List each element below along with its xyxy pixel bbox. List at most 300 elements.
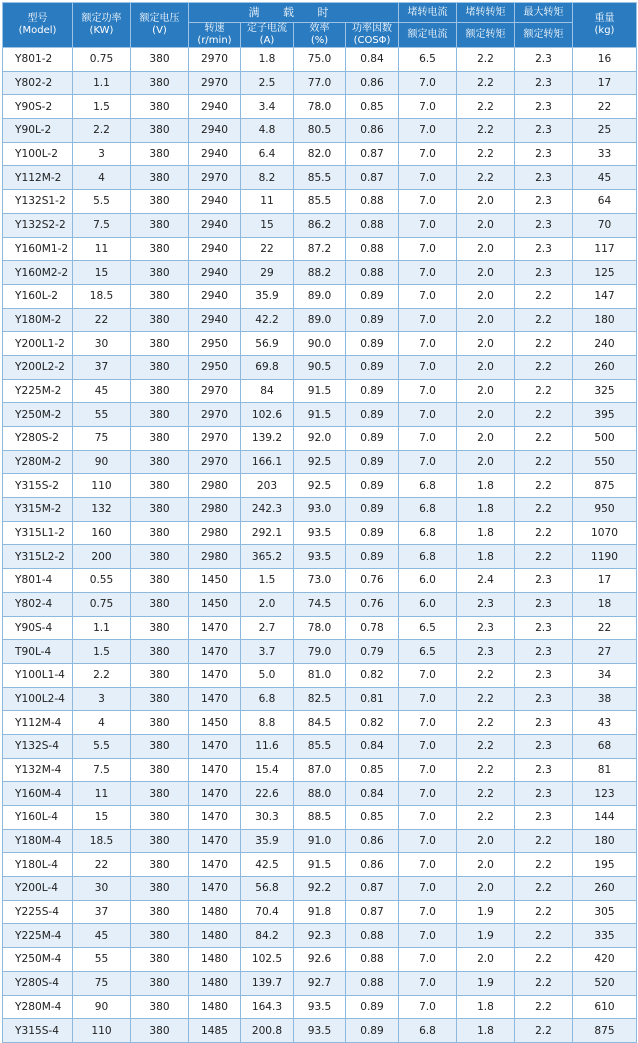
cell-current: 365.2 — [241, 545, 294, 569]
cell-current: 3.4 — [241, 95, 294, 119]
cell-model: Y160L-2 — [3, 284, 73, 308]
cell-weight: 34 — [573, 663, 637, 687]
cell-locked-current-ratio: 7.0 — [399, 948, 457, 972]
cell-current: 15 — [241, 213, 294, 237]
cell-max-torque-ratio: 2.2 — [515, 829, 573, 853]
cell-locked-torque-ratio: 2.0 — [457, 237, 515, 261]
cell-locked-torque-ratio: 2.2 — [457, 687, 515, 711]
cell-locked-current-ratio: 7.0 — [399, 71, 457, 95]
cell-weight: 144 — [573, 806, 637, 830]
cell-weight: 64 — [573, 190, 637, 214]
cell-voltage: 380 — [131, 332, 189, 356]
cell-speed: 1485 — [189, 1019, 241, 1043]
cell-current: 6.4 — [241, 142, 294, 166]
table-row — [3, 687, 637, 711]
cell-speed: 1480 — [189, 971, 241, 995]
cell-efficiency: 92.6 — [294, 948, 346, 972]
cell-locked-current-ratio: 7.0 — [399, 261, 457, 285]
cell-voltage: 380 — [131, 284, 189, 308]
cell-power-factor: 0.87 — [346, 900, 399, 924]
cell-model: Y90S-4 — [3, 616, 73, 640]
cell-locked-current-ratio: 6.8 — [399, 521, 457, 545]
cell-current: 139.7 — [241, 971, 294, 995]
cell-efficiency: 88.5 — [294, 806, 346, 830]
cell-current: 22.6 — [241, 782, 294, 806]
cell-locked-torque-ratio: 2.2 — [457, 48, 515, 72]
cell-efficiency: 80.5 — [294, 119, 346, 143]
cell-power-factor: 0.89 — [346, 308, 399, 332]
cell-current: 164.3 — [241, 995, 294, 1019]
cell-locked-current-ratio: 6.5 — [399, 48, 457, 72]
cell-weight: 180 — [573, 308, 637, 332]
cell-max-torque-ratio: 2.3 — [515, 119, 573, 143]
cell-voltage: 380 — [131, 924, 189, 948]
table-row — [3, 521, 637, 545]
cell-power: 90 — [73, 995, 131, 1019]
cell-power-factor: 0.89 — [346, 474, 399, 498]
cell-weight: 25 — [573, 119, 637, 143]
cell-voltage: 380 — [131, 545, 189, 569]
cell-speed: 1470 — [189, 734, 241, 758]
cell-current: 5.0 — [241, 663, 294, 687]
table-row — [3, 48, 637, 72]
cell-power: 0.75 — [73, 48, 131, 72]
cell-voltage: 380 — [131, 900, 189, 924]
cell-weight: 1190 — [573, 545, 637, 569]
cell-power-factor: 0.89 — [346, 545, 399, 569]
cell-model: Y160M1-2 — [3, 237, 73, 261]
cell-current: 70.4 — [241, 900, 294, 924]
cell-power-factor: 0.81 — [346, 687, 399, 711]
cell-power-factor: 0.89 — [346, 332, 399, 356]
cell-weight: 81 — [573, 758, 637, 782]
cell-max-torque-ratio: 2.2 — [515, 379, 573, 403]
cell-efficiency: 84.5 — [294, 711, 346, 735]
cell-model: Y160M2-2 — [3, 261, 73, 285]
cell-weight: 125 — [573, 261, 637, 285]
cell-efficiency: 79.0 — [294, 640, 346, 664]
table-row — [3, 474, 637, 498]
cell-power-factor: 0.86 — [346, 71, 399, 95]
cell-efficiency: 93.5 — [294, 545, 346, 569]
cell-locked-torque-ratio: 2.2 — [457, 95, 515, 119]
cell-max-torque-ratio: 2.2 — [515, 995, 573, 1019]
header-max-torque-sub: 额定转矩 — [515, 23, 573, 48]
table-row — [3, 190, 637, 214]
table-row — [3, 450, 637, 474]
table-row — [3, 924, 637, 948]
cell-model: Y132S2-2 — [3, 213, 73, 237]
header-full-load: 满 载 时 — [189, 3, 399, 23]
cell-locked-current-ratio: 7.0 — [399, 806, 457, 830]
cell-power-factor: 0.89 — [346, 427, 399, 451]
cell-locked-torque-ratio: 2.0 — [457, 261, 515, 285]
cell-max-torque-ratio: 2.2 — [515, 427, 573, 451]
cell-efficiency: 92.5 — [294, 450, 346, 474]
cell-model: Y160L-4 — [3, 806, 73, 830]
cell-power: 1.1 — [73, 616, 131, 640]
cell-max-torque-ratio: 2.2 — [515, 450, 573, 474]
cell-model: Y802-2 — [3, 71, 73, 95]
header-model: 型号 (Model) — [3, 3, 73, 48]
cell-max-torque-ratio: 2.3 — [515, 711, 573, 735]
cell-power-factor: 0.85 — [346, 758, 399, 782]
cell-locked-torque-ratio: 1.8 — [457, 995, 515, 1019]
cell-locked-torque-ratio: 2.2 — [457, 806, 515, 830]
cell-locked-current-ratio: 7.0 — [399, 355, 457, 379]
table-row — [3, 592, 637, 616]
cell-power-factor: 0.89 — [346, 355, 399, 379]
table-row — [3, 971, 637, 995]
cell-voltage: 380 — [131, 640, 189, 664]
cell-locked-current-ratio: 6.5 — [399, 640, 457, 664]
cell-current: 8.2 — [241, 166, 294, 190]
table-row — [3, 403, 637, 427]
cell-voltage: 380 — [131, 427, 189, 451]
cell-power: 132 — [73, 498, 131, 522]
cell-max-torque-ratio: 2.2 — [515, 308, 573, 332]
cell-weight: 610 — [573, 995, 637, 1019]
cell-speed: 2940 — [189, 213, 241, 237]
cell-efficiency: 91.0 — [294, 829, 346, 853]
cell-locked-torque-ratio: 2.3 — [457, 592, 515, 616]
cell-current: 292.1 — [241, 521, 294, 545]
cell-efficiency: 88.2 — [294, 261, 346, 285]
cell-max-torque-ratio: 2.2 — [515, 355, 573, 379]
table-row — [3, 142, 637, 166]
header-max-torque-top: 最大转矩 — [515, 3, 573, 23]
table-header — [3, 3, 637, 48]
cell-model: Y802-4 — [3, 592, 73, 616]
cell-speed: 2970 — [189, 48, 241, 72]
cell-max-torque-ratio: 2.2 — [515, 284, 573, 308]
cell-locked-torque-ratio: 2.2 — [457, 71, 515, 95]
cell-voltage: 380 — [131, 213, 189, 237]
cell-speed: 1470 — [189, 687, 241, 711]
cell-locked-current-ratio: 7.0 — [399, 995, 457, 1019]
cell-locked-current-ratio: 7.0 — [399, 734, 457, 758]
cell-current: 69.8 — [241, 355, 294, 379]
cell-max-torque-ratio: 2.3 — [515, 663, 573, 687]
cell-speed: 1470 — [189, 758, 241, 782]
cell-current: 84 — [241, 379, 294, 403]
cell-model: Y315M-2 — [3, 498, 73, 522]
cell-locked-current-ratio: 7.0 — [399, 900, 457, 924]
table-row — [3, 498, 637, 522]
cell-power-factor: 0.76 — [346, 592, 399, 616]
cell-max-torque-ratio: 2.3 — [515, 569, 573, 593]
cell-power: 37 — [73, 900, 131, 924]
cell-weight: 33 — [573, 142, 637, 166]
table-row — [3, 900, 637, 924]
cell-current: 35.9 — [241, 829, 294, 853]
cell-current: 11 — [241, 190, 294, 214]
cell-current: 84.2 — [241, 924, 294, 948]
cell-speed: 1450 — [189, 569, 241, 593]
cell-weight: 16 — [573, 48, 637, 72]
cell-current: 102.5 — [241, 948, 294, 972]
cell-power: 7.5 — [73, 213, 131, 237]
cell-efficiency: 92.7 — [294, 971, 346, 995]
cell-weight: 195 — [573, 853, 637, 877]
cell-max-torque-ratio: 2.2 — [515, 948, 573, 972]
cell-power-factor: 0.85 — [346, 95, 399, 119]
cell-power: 11 — [73, 237, 131, 261]
cell-efficiency: 85.5 — [294, 166, 346, 190]
cell-power-factor: 0.89 — [346, 403, 399, 427]
cell-speed: 2950 — [189, 355, 241, 379]
table-row — [3, 853, 637, 877]
cell-locked-current-ratio: 7.0 — [399, 95, 457, 119]
cell-locked-torque-ratio: 2.0 — [457, 450, 515, 474]
cell-model: Y100L2-4 — [3, 687, 73, 711]
cell-power-factor: 0.89 — [346, 284, 399, 308]
cell-max-torque-ratio: 2.3 — [515, 734, 573, 758]
cell-efficiency: 93.5 — [294, 1019, 346, 1043]
cell-model: Y280S-4 — [3, 971, 73, 995]
cell-speed: 2940 — [189, 95, 241, 119]
cell-speed: 1450 — [189, 592, 241, 616]
cell-power: 22 — [73, 853, 131, 877]
header-current: 定子电流 (A) — [241, 23, 294, 48]
cell-locked-torque-ratio: 2.2 — [457, 758, 515, 782]
cell-power-factor: 0.78 — [346, 616, 399, 640]
header-power-factor: 功率因数 (COSΦ) — [346, 23, 399, 48]
header-locked-current-sub: 额定电流 — [399, 23, 457, 48]
table-row — [3, 782, 637, 806]
cell-max-torque-ratio: 2.2 — [515, 332, 573, 356]
cell-efficiency: 93.5 — [294, 521, 346, 545]
cell-model: Y280S-2 — [3, 427, 73, 451]
cell-weight: 27 — [573, 640, 637, 664]
cell-model: Y100L1-4 — [3, 663, 73, 687]
cell-model: Y225S-4 — [3, 900, 73, 924]
table-row — [3, 877, 637, 901]
cell-power-factor: 0.88 — [346, 948, 399, 972]
cell-speed: 2980 — [189, 474, 241, 498]
cell-model: Y200L2-2 — [3, 355, 73, 379]
cell-model: Y225M-2 — [3, 379, 73, 403]
cell-model: Y180L-4 — [3, 853, 73, 877]
header-speed: 转速 (r/min) — [189, 23, 241, 48]
cell-efficiency: 85.5 — [294, 734, 346, 758]
cell-voltage: 380 — [131, 142, 189, 166]
cell-weight: 68 — [573, 734, 637, 758]
cell-weight: 305 — [573, 900, 637, 924]
cell-speed: 2950 — [189, 332, 241, 356]
cell-locked-torque-ratio: 2.2 — [457, 711, 515, 735]
cell-max-torque-ratio: 2.2 — [515, 924, 573, 948]
cell-voltage: 380 — [131, 853, 189, 877]
cell-efficiency: 78.0 — [294, 95, 346, 119]
cell-max-torque-ratio: 2.2 — [515, 853, 573, 877]
cell-locked-current-ratio: 7.0 — [399, 119, 457, 143]
cell-weight: 325 — [573, 379, 637, 403]
cell-locked-current-ratio: 6.8 — [399, 1019, 457, 1043]
cell-model: Y801-2 — [3, 48, 73, 72]
cell-power: 3 — [73, 687, 131, 711]
cell-power-factor: 0.88 — [346, 237, 399, 261]
cell-speed: 1470 — [189, 663, 241, 687]
cell-model: Y200L-4 — [3, 877, 73, 901]
cell-efficiency: 92.2 — [294, 877, 346, 901]
cell-current: 2.5 — [241, 71, 294, 95]
cell-power-factor: 0.76 — [346, 569, 399, 593]
cell-power: 22 — [73, 308, 131, 332]
cell-locked-torque-ratio: 1.9 — [457, 971, 515, 995]
cell-efficiency: 92.0 — [294, 427, 346, 451]
cell-locked-current-ratio: 7.0 — [399, 853, 457, 877]
cell-efficiency: 82.0 — [294, 142, 346, 166]
cell-voltage: 380 — [131, 592, 189, 616]
cell-power: 30 — [73, 877, 131, 901]
cell-speed: 2940 — [189, 284, 241, 308]
cell-current: 166.1 — [241, 450, 294, 474]
cell-speed: 2970 — [189, 403, 241, 427]
cell-locked-torque-ratio: 2.2 — [457, 166, 515, 190]
cell-speed: 2940 — [189, 190, 241, 214]
cell-efficiency: 89.0 — [294, 284, 346, 308]
cell-weight: 260 — [573, 877, 637, 901]
cell-locked-torque-ratio: 2.0 — [457, 829, 515, 853]
cell-current: 22 — [241, 237, 294, 261]
cell-power-factor: 0.89 — [346, 450, 399, 474]
cell-current: 8.8 — [241, 711, 294, 735]
header-locked-torque-top: 堵转转矩 — [457, 3, 515, 23]
cell-model: Y180M-2 — [3, 308, 73, 332]
cell-max-torque-ratio: 2.2 — [515, 474, 573, 498]
cell-speed: 1470 — [189, 782, 241, 806]
cell-locked-current-ratio: 7.0 — [399, 758, 457, 782]
cell-power: 160 — [73, 521, 131, 545]
cell-voltage: 380 — [131, 758, 189, 782]
cell-current: 35.9 — [241, 284, 294, 308]
cell-efficiency: 81.0 — [294, 663, 346, 687]
cell-weight: 180 — [573, 829, 637, 853]
cell-voltage: 380 — [131, 948, 189, 972]
table-row — [3, 237, 637, 261]
cell-voltage: 380 — [131, 261, 189, 285]
cell-model: Y315L2-2 — [3, 545, 73, 569]
cell-efficiency: 77.0 — [294, 71, 346, 95]
cell-weight: 335 — [573, 924, 637, 948]
cell-efficiency: 91.8 — [294, 900, 346, 924]
cell-voltage: 380 — [131, 687, 189, 711]
cell-locked-torque-ratio: 2.0 — [457, 190, 515, 214]
table-row — [3, 332, 637, 356]
table-row — [3, 427, 637, 451]
cell-locked-current-ratio: 6.8 — [399, 474, 457, 498]
cell-current: 139.2 — [241, 427, 294, 451]
cell-locked-torque-ratio: 2.2 — [457, 142, 515, 166]
cell-current: 6.8 — [241, 687, 294, 711]
cell-voltage: 380 — [131, 498, 189, 522]
cell-power-factor: 0.87 — [346, 166, 399, 190]
cell-max-torque-ratio: 2.3 — [515, 71, 573, 95]
cell-locked-current-ratio: 7.0 — [399, 284, 457, 308]
cell-max-torque-ratio: 2.2 — [515, 900, 573, 924]
cell-power-factor: 0.79 — [346, 640, 399, 664]
cell-power: 11 — [73, 782, 131, 806]
cell-max-torque-ratio: 2.3 — [515, 142, 573, 166]
cell-locked-current-ratio: 7.0 — [399, 379, 457, 403]
cell-model: Y315L1-2 — [3, 521, 73, 545]
cell-weight: 875 — [573, 474, 637, 498]
cell-power-factor: 0.86 — [346, 829, 399, 853]
cell-efficiency: 89.0 — [294, 308, 346, 332]
cell-power-factor: 0.89 — [346, 498, 399, 522]
cell-current: 102.6 — [241, 403, 294, 427]
cell-speed: 2970 — [189, 166, 241, 190]
cell-voltage: 380 — [131, 474, 189, 498]
cell-voltage: 380 — [131, 450, 189, 474]
cell-weight: 550 — [573, 450, 637, 474]
cell-locked-torque-ratio: 2.0 — [457, 948, 515, 972]
cell-efficiency: 91.5 — [294, 403, 346, 427]
cell-power-factor: 0.89 — [346, 379, 399, 403]
cell-locked-current-ratio: 7.0 — [399, 829, 457, 853]
cell-speed: 2940 — [189, 237, 241, 261]
cell-model: Y132S-4 — [3, 734, 73, 758]
table-row — [3, 663, 637, 687]
cell-efficiency: 92.3 — [294, 924, 346, 948]
cell-weight: 123 — [573, 782, 637, 806]
cell-model: Y112M-4 — [3, 711, 73, 735]
cell-efficiency: 92.5 — [294, 474, 346, 498]
cell-current: 4.8 — [241, 119, 294, 143]
cell-power-factor: 0.87 — [346, 142, 399, 166]
cell-voltage: 380 — [131, 734, 189, 758]
cell-weight: 18 — [573, 592, 637, 616]
cell-current: 3.7 — [241, 640, 294, 664]
cell-power: 4 — [73, 711, 131, 735]
cell-current: 200.8 — [241, 1019, 294, 1043]
cell-locked-torque-ratio: 2.0 — [457, 355, 515, 379]
cell-locked-torque-ratio: 2.0 — [457, 853, 515, 877]
cell-max-torque-ratio: 2.2 — [515, 971, 573, 995]
cell-current: 1.8 — [241, 48, 294, 72]
cell-weight: 38 — [573, 687, 637, 711]
cell-power: 55 — [73, 403, 131, 427]
cell-voltage: 380 — [131, 95, 189, 119]
cell-power-factor: 0.82 — [346, 711, 399, 735]
cell-model: Y250M-2 — [3, 403, 73, 427]
cell-model: Y132S1-2 — [3, 190, 73, 214]
cell-power: 1.5 — [73, 95, 131, 119]
table-row — [3, 355, 637, 379]
cell-locked-current-ratio: 6.0 — [399, 569, 457, 593]
cell-weight: 950 — [573, 498, 637, 522]
cell-power: 15 — [73, 261, 131, 285]
cell-voltage: 380 — [131, 806, 189, 830]
cell-speed: 1480 — [189, 948, 241, 972]
cell-efficiency: 93.0 — [294, 498, 346, 522]
cell-current: 42.2 — [241, 308, 294, 332]
table-row — [3, 213, 637, 237]
cell-voltage: 380 — [131, 877, 189, 901]
cell-max-torque-ratio: 2.2 — [515, 498, 573, 522]
cell-power: 7.5 — [73, 758, 131, 782]
cell-power: 2.2 — [73, 663, 131, 687]
table-body — [3, 48, 637, 1043]
header-efficiency: 效率 (%) — [294, 23, 346, 48]
cell-weight: 520 — [573, 971, 637, 995]
cell-max-torque-ratio: 2.3 — [515, 687, 573, 711]
table-row — [3, 1019, 637, 1043]
cell-speed: 1480 — [189, 924, 241, 948]
cell-power: 3 — [73, 142, 131, 166]
cell-speed: 2980 — [189, 521, 241, 545]
